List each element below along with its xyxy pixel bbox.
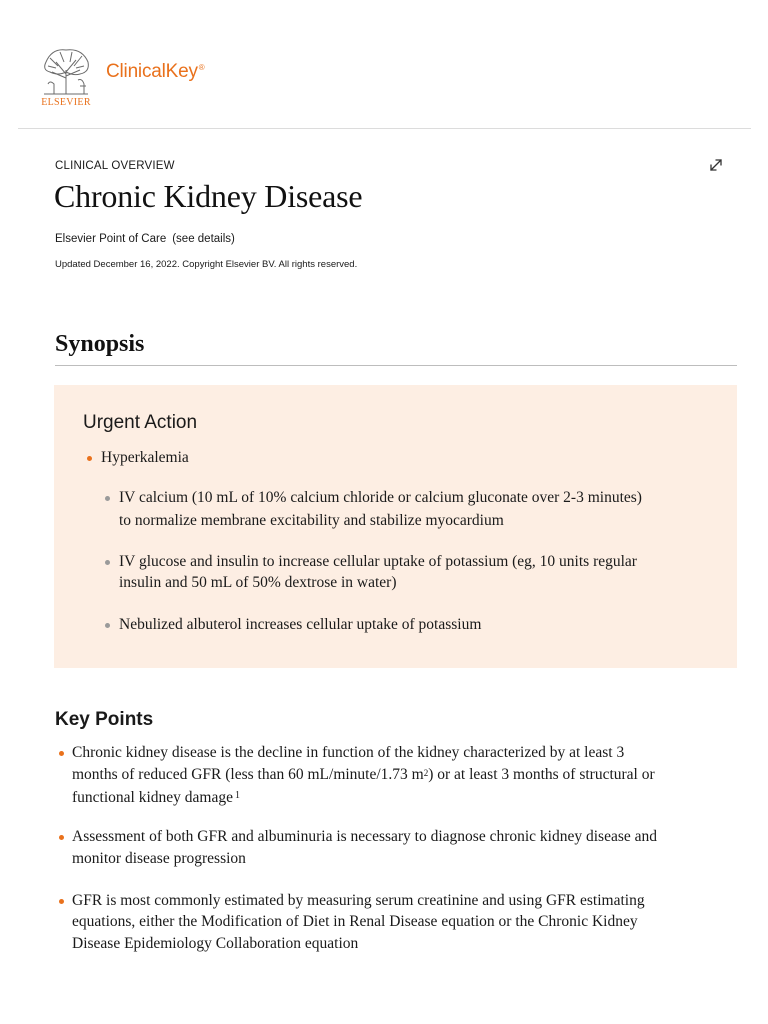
elsevier-tree-icon[interactable]: [38, 44, 94, 96]
urgent-action-heading: Urgent Action: [83, 412, 198, 433]
key-point-line: Assessment of both GFR and albuminuria is necessary to diagnose chronic kidney disease and: [72, 828, 658, 845]
brand-name: ClinicalKey: [106, 61, 198, 82]
bullet-marker: [59, 835, 64, 840]
see-details-link[interactable]: (see details): [172, 233, 235, 245]
key-point-text: ) or at least 3 months of structural or: [428, 766, 655, 783]
source-name: Elsevier Point of Care: [55, 233, 167, 245]
synopsis-divider: [55, 365, 737, 366]
brand-mark: ®: [198, 63, 205, 72]
key-point-line: Chronic kidney disease is the decline in function of the kidney characterized by at least 3: [72, 744, 625, 761]
article-eyebrow: CLINICAL OVERVIEW: [55, 160, 175, 172]
urgent-subitem-line: insulin and 50 mL of 50% dextrose in water): [119, 574, 397, 591]
sub-bullet-marker: [105, 623, 110, 628]
urgent-subitem-line: Nebulized albuterol increases cellular uptake of potassium: [119, 616, 482, 633]
key-point-text: functional kidney damage: [72, 789, 233, 806]
sub-bullet-marker: [105, 560, 110, 565]
key-point-line: Disease Epidemiology Collaboration equation: [72, 935, 359, 952]
key-point-line: equations, either the Modification of Diet in Renal Disease equation or the Chronic Kidney: [72, 913, 638, 930]
urgent-item-hyperkalemia: Hyperkalemia: [101, 449, 189, 466]
urgent-subitem-line: to normalize membrane excitability and stabilize myocardium: [119, 512, 504, 529]
key-point-line: monitor disease progression: [72, 850, 246, 867]
reference-link[interactable]: 1: [234, 790, 240, 801]
key-point-line: [72, 787, 240, 809]
sub-bullet-marker: [105, 496, 110, 501]
urgent-subitem-line: IV calcium (10 mL of 10% calcium chloride or calcium gluconate over 2-3 minutes): [119, 489, 642, 506]
page-header: [0, 0, 768, 129]
updated-copyright: Updated December 16, 2022. Copyright Elsevier BV. All rights reserved.: [55, 259, 358, 270]
page-title: Chronic Kidney Disease: [54, 178, 363, 214]
bullet-marker: [59, 751, 64, 756]
key-point-text: months of reduced GFR (less than 60 mL/minute/1.73 m: [72, 766, 424, 783]
key-point-line: GFR is most commonly estimated by measuring serum creatinine and using GFR estimating: [72, 892, 645, 909]
synopsis-heading: Synopsis: [55, 331, 145, 357]
article-source: [55, 233, 235, 245]
expand-arrows-icon[interactable]: [707, 156, 725, 174]
key-point-line: [72, 764, 655, 786]
superscript-squared: 2: [423, 768, 429, 778]
urgent-subitem-line: IV glucose and insulin to increase cellular uptake of potassium (eg, 10 units regular: [119, 553, 637, 570]
key-points-heading: Key Points: [55, 709, 154, 730]
publisher-logo-text: ELSEVIER: [41, 97, 91, 108]
bullet-marker: [87, 456, 92, 461]
clinicalkey-brand[interactable]: [106, 61, 204, 83]
header-divider: [18, 128, 751, 129]
bullet-marker: [59, 899, 64, 904]
